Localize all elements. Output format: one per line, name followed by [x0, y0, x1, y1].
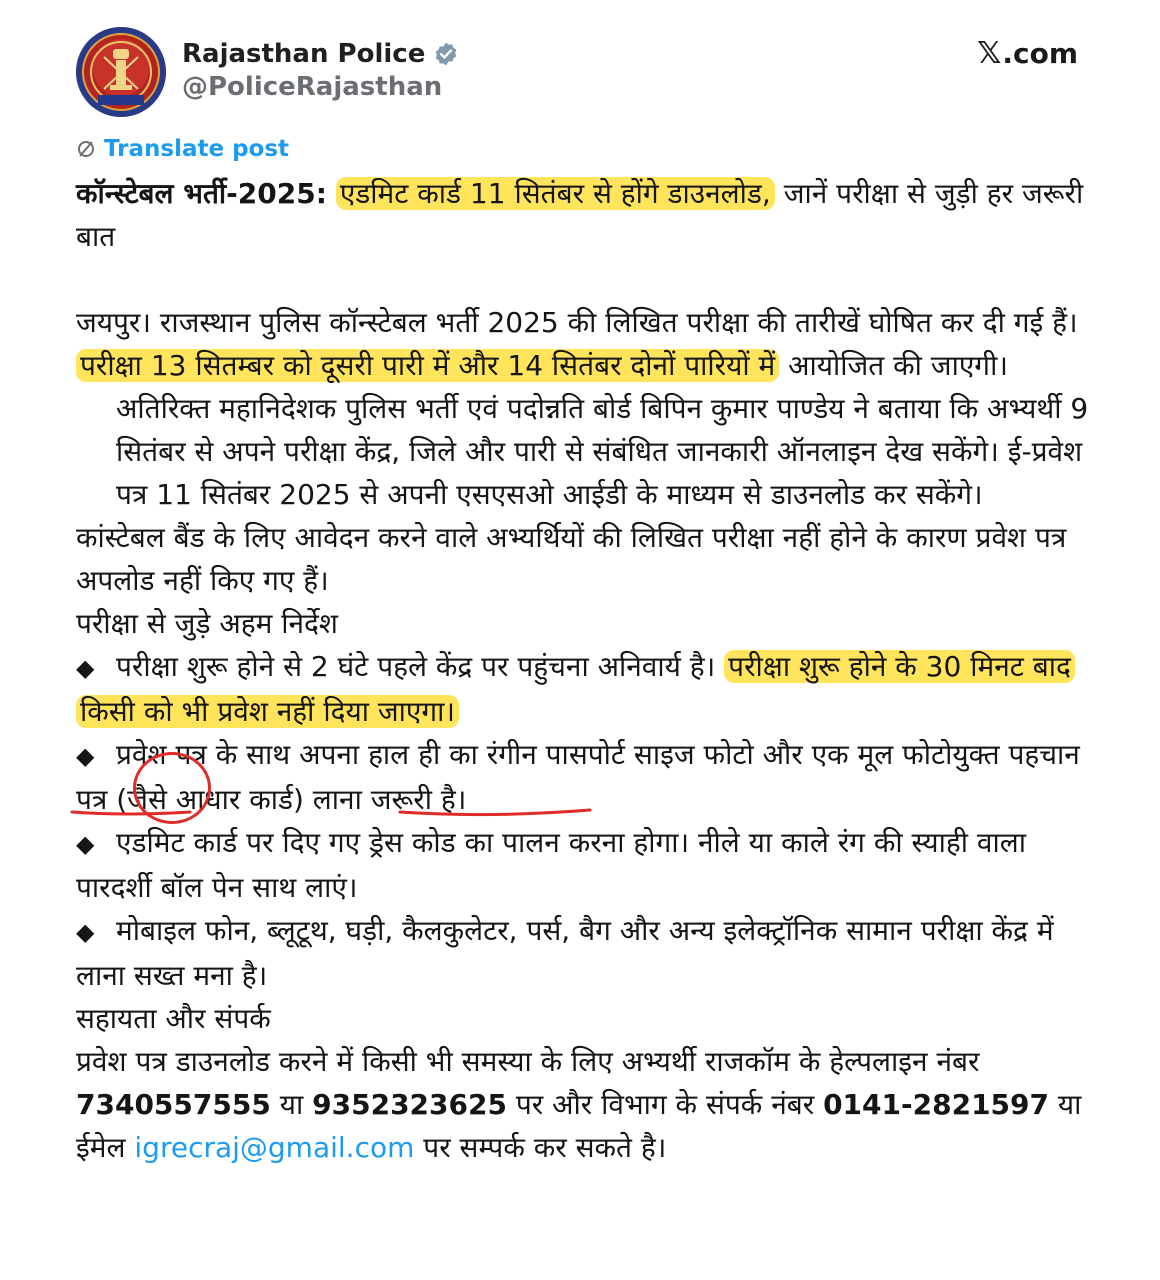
translate-label[interactable]: Translate post	[104, 136, 290, 162]
diamond-bullet-icon: ◆	[76, 918, 95, 946]
paragraph-3: कांस्टेबल बैंड के लिए आवेदन करने वाले अभ्यर्थियों की लिखित परीक्षा नहीं होने के कारण प्रवेश पत्र अपलोड नहीं किए गए हैं।	[76, 521, 1067, 597]
help-paragraph: प्रवेश पत्र डाउनलोड करने में किसी भी समस्या के लिए अभ्यर्थी राजकॉम के हेल्पलाइन नंबर 7340557555 या 9352323625 पर और विभाग के संपर्क नंबर 0141-2821597 या ईमेल igrecraj@gmail.com पर सम्पर्क कर सकते है।	[76, 1045, 1082, 1164]
bullet-1: ◆ परीक्षा शुरू होने से 2 घंटे पहले केंद्र पर पहुंचना अनिवार्य है। परीक्षा शुरू होने के 30 मिनट बाद किसी को भी प्रवेश नहीं दिया जाएगा।	[76, 645, 1106, 733]
diamond-bullet-icon: ◆	[76, 742, 95, 770]
department-number[interactable]: 0141-2821597	[823, 1088, 1050, 1121]
translate-post-link[interactable]	[76, 136, 289, 162]
diamond-bullet-icon: ◆	[76, 830, 95, 858]
site-domain: .com	[1002, 37, 1078, 70]
exam-dates-highlight: परीक्षा 13 सितम्बर को दूसरी पारी में और 14 सितंबर दोनों पारियों में	[76, 349, 779, 382]
bullet-3: ◆ एडमिट कार्ड पर दिए गए ड्रेस कोड का पालन करना होगा। नीले या काले रंग की स्याही वाला पारदर्शी बॉल पेन साथ लाएं।	[76, 821, 1106, 909]
police-emblem-icon	[76, 27, 166, 117]
help-heading: सहायता और संपर्क	[76, 1002, 271, 1035]
account-name[interactable]: Rajasthan Police	[182, 39, 426, 69]
translate-icon	[76, 139, 96, 159]
paragraph-1: जयपुर। राजस्थान पुलिस कॉन्स्टेबल भर्ती 2025 की लिखित परीक्षा की तारीखें घोषित कर दी गई हैं। परीक्षा 13 सितम्बर को दूसरी पारी में और 14 सितंबर दोनों पारियों में आयोजित की जाएगी।	[76, 306, 1078, 382]
paragraph-2: अतिरिक्त महानिदेशक पुलिस भर्ती एवं पदोन्नति बोर्ड बिपिन कुमार पाण्डेय ने बताया कि अभ्यर्थी 9 सितंबर से अपने परीक्षा केंद्र, जिले और पारी से संबंधित जानकारी ऑनलाइन देख सकेंगे। ई-प्रवेश पत्र 11 सितंबर 2025 से अपनी एसएसओ आईडी के माध्यम से डाउनलोड कर सकेंगे।	[116, 392, 1089, 511]
post-body	[76, 172, 1106, 1169]
site-label	[977, 36, 1078, 71]
account-handle[interactable]: @PoliceRajasthan	[182, 72, 443, 102]
post-title: कॉन्स्टेबल भर्ती-2025: एडमिट कार्ड 11 सितंबर से होंगे डाउनलोड, जानें परीक्षा से जुड़ी हर जरूरी बात	[76, 177, 1084, 253]
entry-rule-highlight: परीक्षा शुरू होने के 30 मिनट बाद किसी को भी प्रवेश नहीं दिया जाएगा।	[76, 650, 1075, 728]
helpline-number-2[interactable]: 9352323625	[312, 1088, 507, 1121]
email-link[interactable]: igrecraj@gmail.com	[134, 1131, 415, 1164]
title-highlight: एडमिट कार्ड 11 सितंबर से होंगे डाउनलोड,	[336, 177, 775, 210]
bullet-4: ◆ मोबाइल फोन, ब्लूटूथ, घड़ी, कैलकुलेटर, पर्स, बैग और अन्य इलेक्ट्रॉनिक सामान परीक्षा केंद्र में लाना सख्त मना है।	[76, 909, 1106, 997]
helpline-number-1[interactable]: 7340557555	[76, 1088, 271, 1121]
diamond-bullet-icon: ◆	[76, 654, 95, 682]
instructions-heading: परीक्षा से जुड़े अहम निर्देश	[76, 607, 338, 640]
x-logo-icon: 𝕏	[977, 36, 1002, 71]
bullet-2: ◆ प्रवेश पत्र के साथ अपना हाल ही का रंगीन पासपोर्ट साइज फोटो और एक मूल फोटोयुक्त पहचान पत्र (जैसे आधार कार्ड) लाना जरूरी है।	[76, 733, 1106, 821]
post-header	[0, 0, 1160, 130]
avatar[interactable]	[76, 27, 166, 117]
verified-badge-icon	[433, 41, 459, 67]
